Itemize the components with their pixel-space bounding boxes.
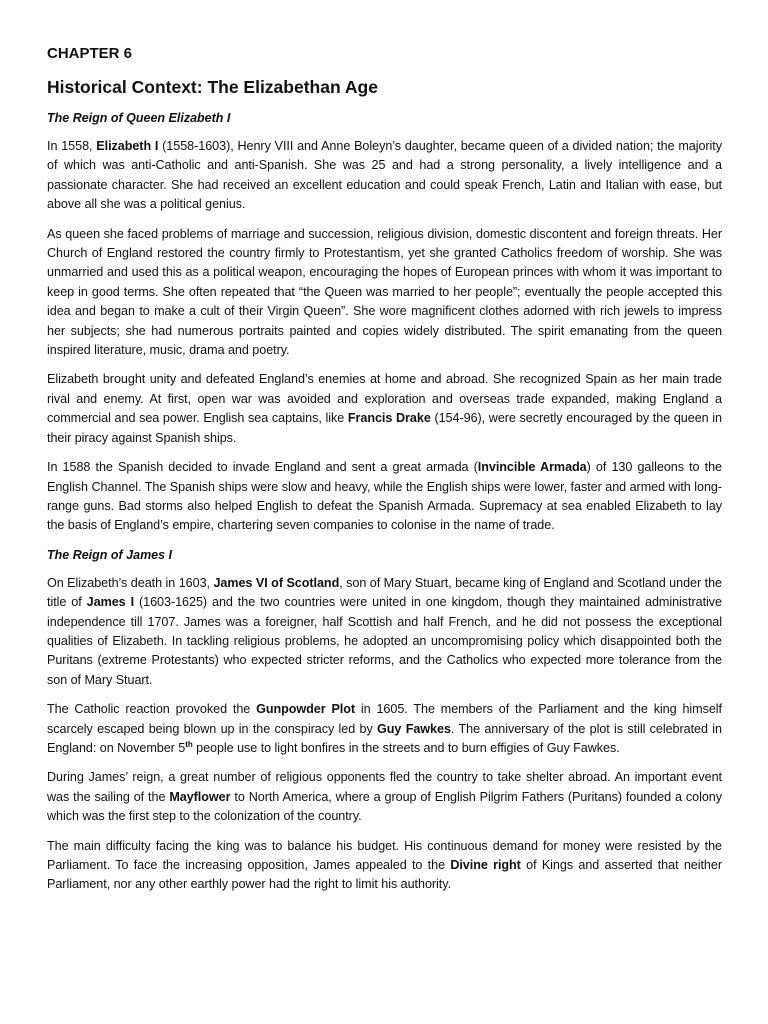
paragraph-james-intro: On Elizabeth’s death in 1603, James VI of Scotland, son of Mary Stuart, became king of England and Scotland under the title of James I (1603-1625) and the two countries were united in one kingdom, though they maintained administrative independence till 1707. James was a foreigner, half Scottish and half French, and he did not possess the exceptional qualities of Elizabeth. In tackling religious problems, he adopted an uncompromising policy which disappointed both the Puritans (extreme Protestants) who expected stricter reforms, and the Catholics who expected more tolerance from the son of Mary Stuart. <box>47 575 722 687</box>
chapter-label: CHAPTER 6 <box>47 45 133 62</box>
section-heading-elizabeth: The Reign of Queen Elizabeth I <box>47 111 231 125</box>
paragraph-elizabeth-unity: Elizabeth brought unity and defeated England’s enemies at home and abroad. She recognized Spain as her main trade rival and enemy. At first, open war was avoided and exploration and overseas trade expanded, making England a commercial and sea power. English sea captains, like Francis Drake (154-96), were secretly encouraged by the queen in their piracy against Spanish ships. <box>47 372 722 445</box>
paragraph-elizabeth-queen: As queen she faced problems of marriage and succession, religious division, domestic discontent and foreign threats. Her Church of England restored the country firmly to Protestantism, yet she granted Catholics freedom of worship. She was unmarried and used this as a political weapon, encouraging the hopes of European princes with whom it was important to keep in good terms. She often repeated that “the Queen was married to her people”; eventually the people accepted this idea and began to make a cult of their Virgin Queen”. She wore magnificent clothes adorned with rich jewels to impress her subjects; she had numerous portraits painted and copies widely distributed. The spirit emanating from the queen inspired literature, music, drama and poetry. <box>47 226 722 358</box>
paragraph-gunpowder-plot: The Catholic reaction provoked the Gunpowder Plot in 1605. The members of the Parliament and the king himself scarcely escaped being blown up in the conspiracy led by Guy Fawkes. The anniversary of the plot is still celebrated in England: on November 5th people use to light bonfires in the streets and to burn effigies of Guy Fawkes. <box>47 702 722 755</box>
paragraph-armada: In 1588 the Spanish decided to invade England and sent a great armada (Invincible Armada) of 130 galleons to the English Channel. The Spanish ships were slow and heavy, while the English ships were lower, faster and armed with long-range guns. Bad storms also helped English to defeat the Spanish Armada. Supremacy at sea enabled Elizabeth to lay the basis of England’s empire, chartering seven companies to colonise in the name of trade. <box>47 460 723 533</box>
section-heading-james: The Reign of James I <box>47 547 173 562</box>
paragraph-mayflower: During James’ reign, a great number of religious opponents fled the country to take shelter abroad. An important event was the sailing of the Mayflower to North America, where a group of English Pilgrim Fathers (Puritans) founded a colony which was the first step to the colonization of the country. <box>47 770 722 824</box>
paragraph-elizabeth-intro: In 1558, Elizabeth I (1558-1603), Henry VIII and Anne Boleyn’s daughter, became queen of a divided nation; the majority of which was anti-Catholic and anti-Spanish. She was 25 and had a strong personality, a lively intelligence and a passionate character. She had received an excellent education and could speak French, Latin and Italian with ease, but above all she was a political genius. <box>47 139 722 212</box>
paragraph-divine-right: The main difficulty facing the king was to balance his budget. His continuous demand for money were resisted by the Parliament. To face the increasing opposition, James appealed to the Divine right of Kings and asserted that neither Parliament, nor any other earthly power had the right to limit his authority. <box>47 838 722 892</box>
page-title: Historical Context: The Elizabethan Age <box>47 77 378 97</box>
